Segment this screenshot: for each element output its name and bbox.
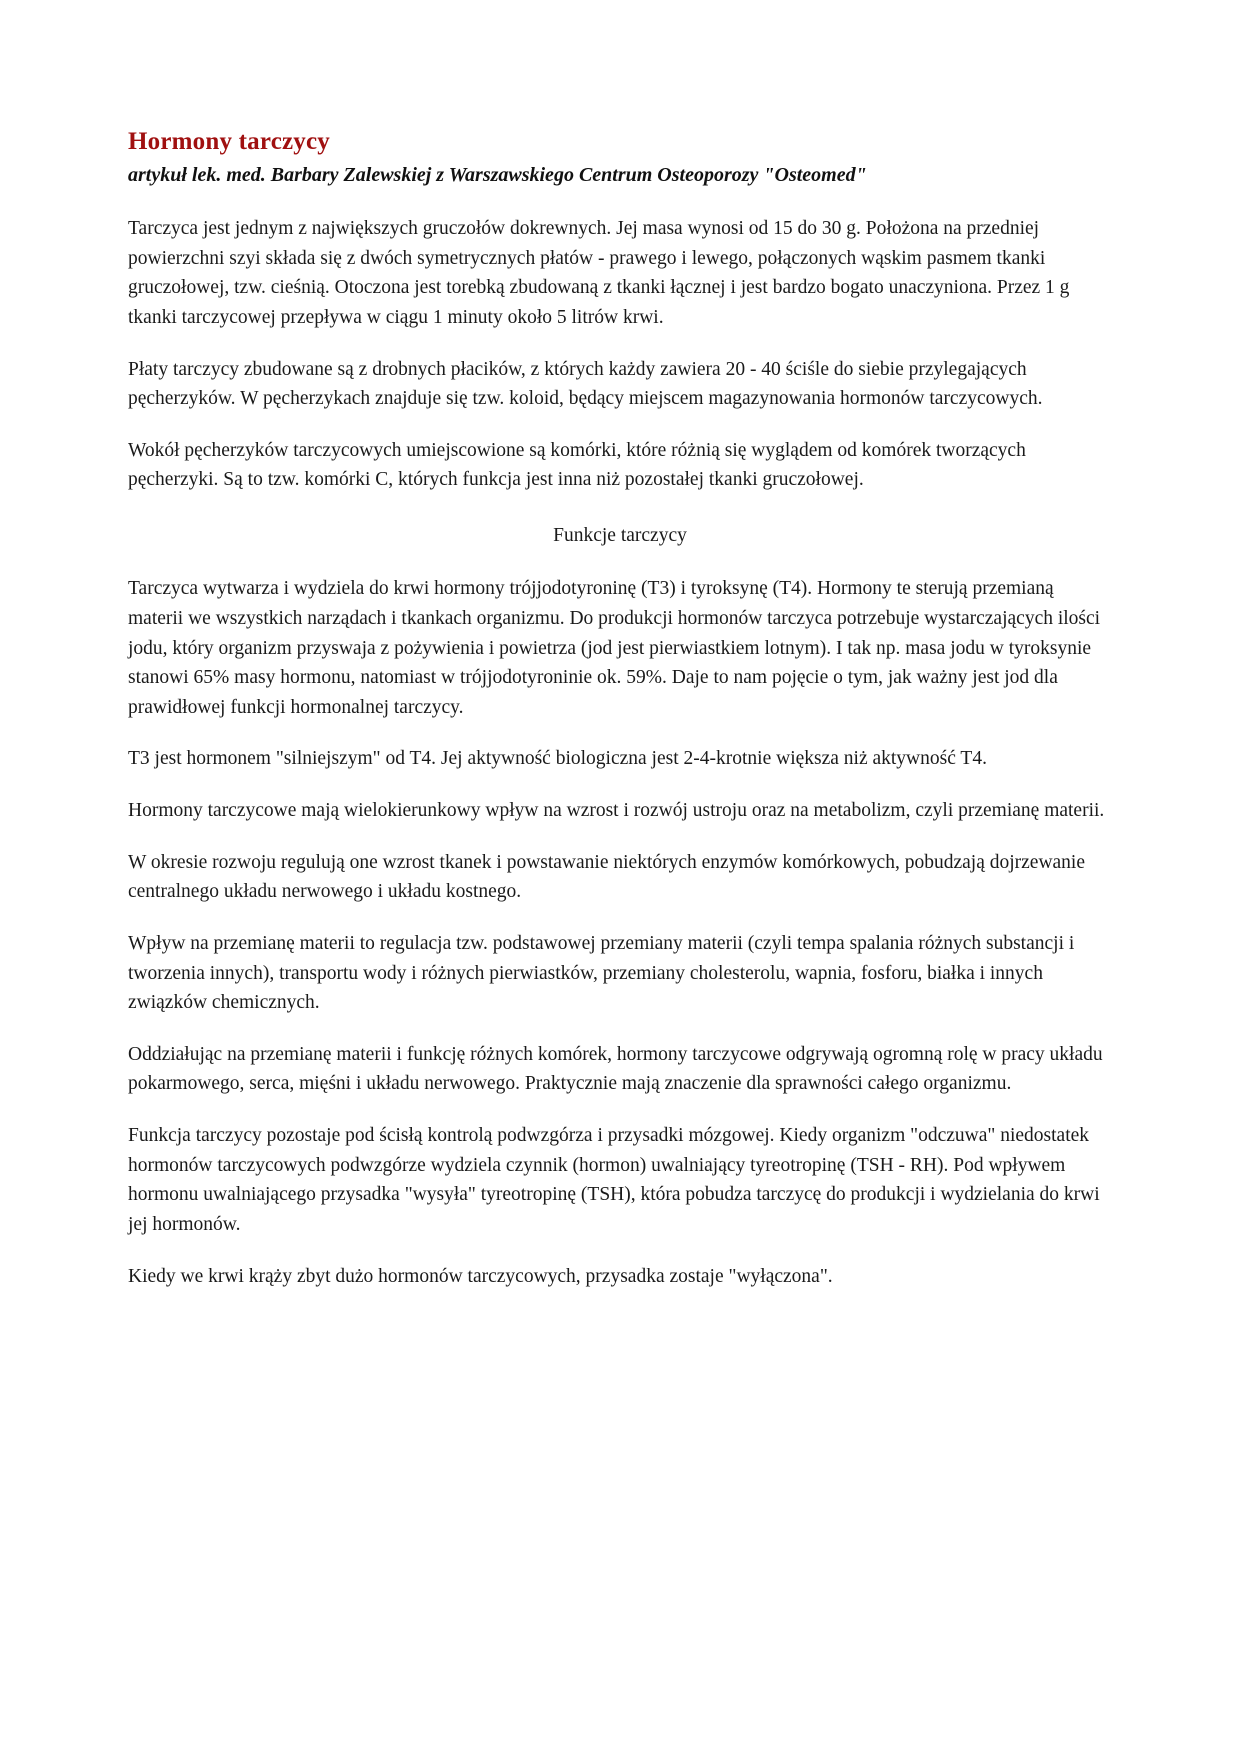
body-paragraph: Wokół pęcherzyków tarczycowych umiejscowione są komórki, które różnią się wyglądem od komórek tworzących pęcherzyki. Są to tzw. komórki C, których funkcja jest inna niż pozostałej tkanki gruczołowej. bbox=[128, 439, 1026, 491]
body-paragraph: Funkcja tarczycy pozostaje pod ścisłą kontrolą podwzgórza i przysadki mózgowej. Kiedy organizm "odczuwa" niedostatek hormonów tarczycowych podwzgórze wydziela czynnik (hormon) uwalniający tyreotropinę (TSH - RH). Pod wpływem hormonu uwalniającego przysadka "wysyła" tyreotropinę (TSH), która pobudza tarczycę do produkcji i wydzielania do krwi jej hormonów. bbox=[128, 1125, 1100, 1235]
body-paragraph: Oddziałując na przemianę materii i funkcję różnych komórek, hormony tarczycowe odgrywają ogromną rolę w pracy układu pokarmowego, serca, mięśni i układu nerwowego. Praktycznie mają znaczenie dla sprawności całego organizmu. bbox=[128, 1043, 1103, 1095]
document-subtitle: artykuł lek. med. Barbary Zalewskiej z Warszawskiego Centrum Osteoporozy "Osteomed" bbox=[128, 164, 867, 186]
page-title: Hormony tarczycy bbox=[128, 128, 330, 155]
section-heading: Funkcje tarczycy bbox=[553, 525, 687, 546]
body-paragraph: Hormony tarczycowe mają wielokierunkowy wpływ na wzrost i rozwój ustroju oraz na metabolizm, czyli przemianę materii. bbox=[128, 800, 1105, 821]
body-paragraph: Tarczyca jest jednym z największych gruczołów dokrewnych. Jej masa wynosi od 15 do 30 g. Położona na przedniej powierzchni szyi składa się z dwóch symetrycznych płatów - prawego i lewego, połączonych wąskim pasmem tkanki gruczołowej, tzw. cieśnią. Otoczona jest torebką zbudowaną z tkanki łącznej i jest bardzo bogato unaczyniona. Przez 1 g tkanki tarczycowej przepływa w ciągu 1 minuty około 5 litrów krwi. bbox=[128, 218, 1070, 328]
body-paragraph: W okresie rozwoju regulują one wzrost tkanek i powstawanie niektórych enzymów komórkowych, pobudzają dojrzewanie centralnego układu nerwowego i układu kostnego. bbox=[128, 851, 1086, 903]
body-paragraph: T3 jest hormonem "silniejszym" od T4. Jej aktywność biologiczna jest 2-4-krotnie większa niż aktywność T4. bbox=[128, 748, 987, 770]
body-paragraph: Tarczyca wytwarza i wydziela do krwi hormony trójjodotyroninę (T3) i tyroksynę (T4). Hormony te sterują przemianą materii we wszystkich narządach i tkankach organizmu. Do produkcji hormonów tarczyca potrzebuje wystarczających ilości jodu, który organizm przyswaja z pożywienia i powietrza (jod jest pierwiastkiem lotnym). I tak np. masa jodu w tyroksynie stanowi 65% masy hormonu, natomiast w trójjodotyroninie ok. 59%. Daje to nam pojęcie o tym, jak ważny jest jod dla prawidłowej funkcji hormonalnej tarczycy. bbox=[128, 578, 1101, 718]
body-paragraph: Kiedy we krwi krąży zbyt dużo hormonów tarczycowych, przysadka zostaje "wyłączona". bbox=[128, 1265, 833, 1287]
body-paragraph: Wpływ na przemianę materii to regulacja tzw. podstawowej przemiany materii (czyli tempa spalania różnych substancji i tworzenia innych), transportu wody i różnych pierwiastków, przemiany cholesterolu, wapnia, fosforu, białka i innych związków chemicznych. bbox=[128, 932, 1075, 1014]
body-paragraph: Płaty tarczycy zbudowane są z drobnych płacików, z których każdy zawiera 20 - 40 ściśle do siebie przylegających pęcherzyków. W pęcherzykach znajduje się tzw. koloid, będący miejscem magazynowania hormonów tarczycowych. bbox=[128, 358, 1043, 410]
